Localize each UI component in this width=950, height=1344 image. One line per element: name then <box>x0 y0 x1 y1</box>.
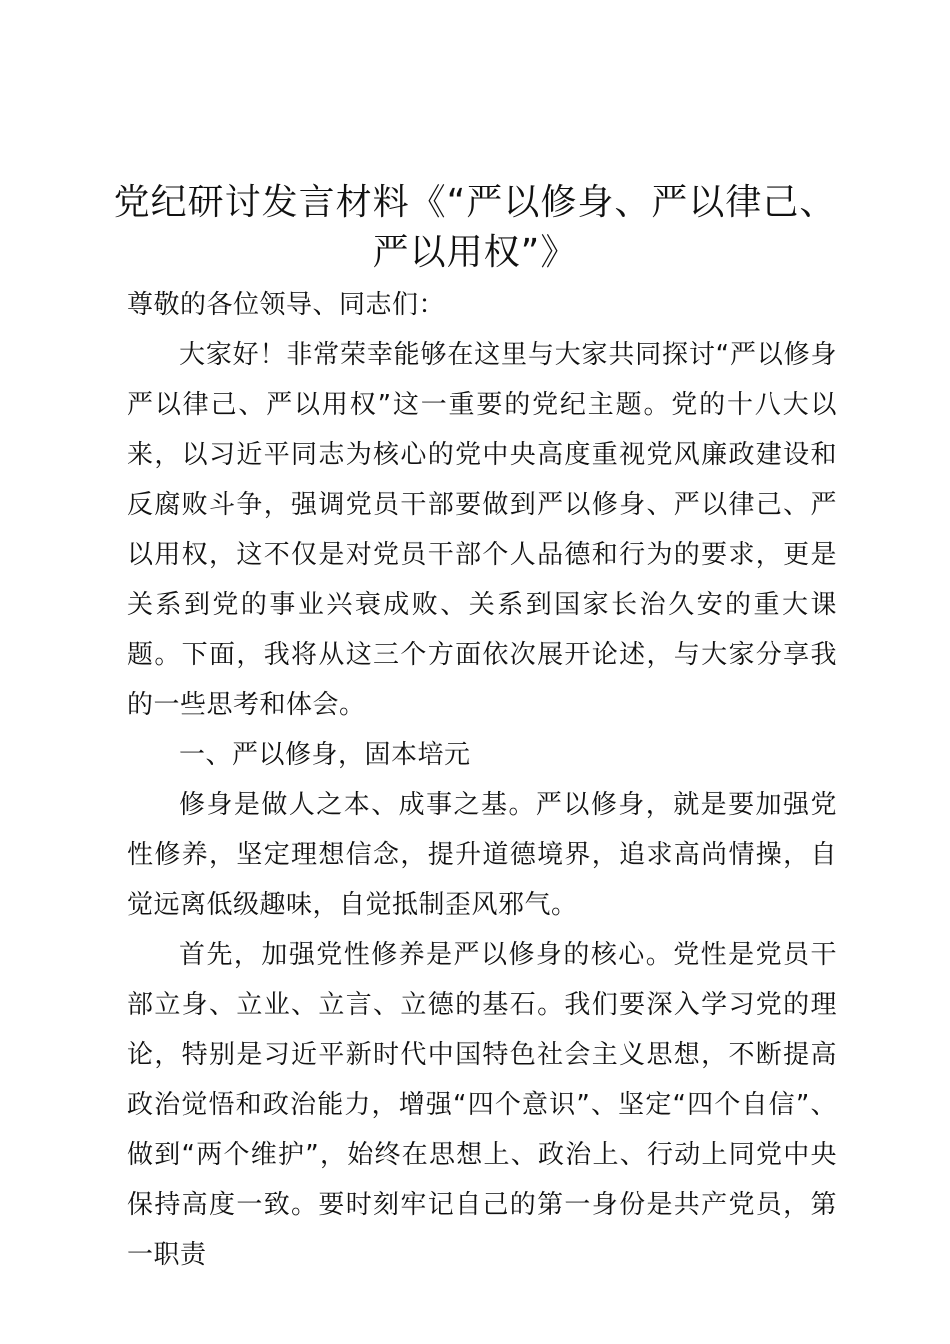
paragraph-greeting: 大家好！非常荣幸能够在这里与大家共同探讨“严以修身严以律己、严以用权”这一重要的党纪主题。党的十八大以来，以习近平同志为核心的党中央高度重视党风廉政建设和反腐败斗争，强调党员干部要做到严以修身、严以律己、严以用权，这不仅是对党员干部个人品德和行为的要求，更是关系到党的事业兴衰成败、关系到国家长治久安的重大课题。下面，我将从这三个方面依次展开论述，与大家分享我的一些思考和体会。 <box>127 340 837 720</box>
document-title-line1: 党纪研讨发言材料《“严以修身、严以律己、 <box>113 182 837 223</box>
document-body <box>127 280 837 1280</box>
section-heading: 一、严以修身，固本培元 <box>179 740 471 770</box>
document-title <box>100 178 850 278</box>
document-title-line2: 严以用权”》 <box>372 232 578 273</box>
salutation: 尊敬的各位领导、同志们： <box>127 290 446 320</box>
paragraph-self-cultivation: 修身是做人之本、成事之基。严以修身，就是要加强党性修养，坚定理想信念，提升道德境界，追求高尚情操，自觉远离低级趣味，自觉抵制歪风邪气。 <box>127 790 837 920</box>
paragraph-party-spirit: 首先，加强党性修养是严以修身的核心。党性是党员干部立身、立业、立言、立德的基石。我们要深入学习党的理论，特别是习近平新时代中国特色社会主义思想，不断提高政治觉悟和政治能力，增强“四个意识”、坚定“四个自信”、做到“两个维护”，始终在思想上、政治上、行动上同党中央保持高度一致。要时刻牢记自己的第一身份是共产党员，第一职责 <box>127 940 837 1270</box>
